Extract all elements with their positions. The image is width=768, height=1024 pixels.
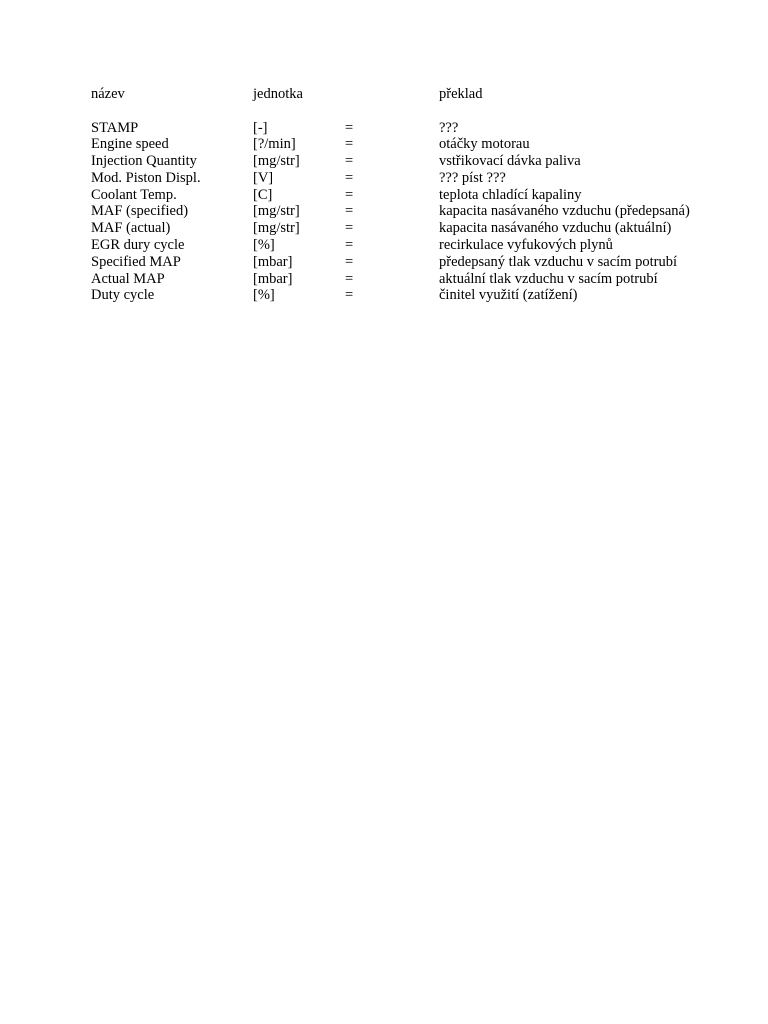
row-translation: teplota chladící kapaliny	[439, 186, 582, 203]
row-equals: =	[345, 136, 354, 153]
row-unit: [mbar]	[253, 253, 293, 270]
row-unit: [mbar]	[253, 270, 293, 287]
row-unit: [?/min]	[253, 136, 296, 153]
row-equals: =	[345, 287, 354, 304]
row-equals: =	[345, 119, 354, 136]
row-translation: kapacita nasávaného vzduchu (předepsaná)	[439, 203, 690, 220]
row-translation: činitel využití (zatížení)	[439, 287, 578, 304]
row-name: STAMP	[91, 119, 139, 136]
row-name: Mod. Piston Displ.	[91, 169, 201, 186]
row-name: Injection Quantity	[91, 153, 197, 170]
header-name: název	[91, 86, 125, 102]
header-unit: jednotka	[253, 86, 303, 102]
row-name: Duty cycle	[91, 287, 155, 304]
row-equals: =	[345, 169, 354, 186]
row-translation: otáčky motorau	[439, 136, 530, 153]
row-equals: =	[345, 237, 354, 254]
row-unit: [mg/str]	[253, 153, 300, 170]
row-unit: [C]	[253, 186, 273, 203]
row-translation: ??? píst ???	[439, 169, 506, 186]
row-translation: ???	[439, 119, 459, 136]
header-translation: překlad	[439, 86, 483, 102]
row-unit: [V]	[253, 169, 274, 186]
row-name: MAF (specified)	[91, 203, 189, 220]
row-name: Actual MAP	[91, 270, 165, 287]
row-equals: =	[345, 153, 354, 170]
row-unit: [%]	[253, 237, 275, 254]
row-name: Coolant Temp.	[91, 186, 177, 203]
row-equals: =	[345, 253, 354, 270]
row-unit: [-]	[253, 119, 268, 136]
row-translation: vstřikovací dávka paliva	[439, 153, 581, 170]
row-name: EGR dury cycle	[91, 237, 185, 254]
row-equals: =	[345, 203, 354, 220]
row-translation: předepsaný tlak vzduchu v sacím potrubí	[439, 253, 677, 270]
row-translation: aktuální tlak vzduchu v sacím potrubí	[439, 270, 658, 287]
row-unit: [mg/str]	[253, 220, 300, 237]
row-name: MAF (actual)	[91, 220, 171, 237]
row-unit: [%]	[253, 287, 275, 304]
row-translation: recirkulace vyfukových plynů	[439, 237, 613, 254]
row-name: Specified MAP	[91, 253, 181, 270]
row-equals: =	[345, 186, 354, 203]
row-unit: [mg/str]	[253, 203, 300, 220]
row-equals: =	[345, 270, 354, 287]
row-equals: =	[345, 220, 354, 237]
row-translation: kapacita nasávaného vzduchu (aktuální)	[439, 220, 672, 237]
row-name: Engine speed	[91, 136, 169, 153]
